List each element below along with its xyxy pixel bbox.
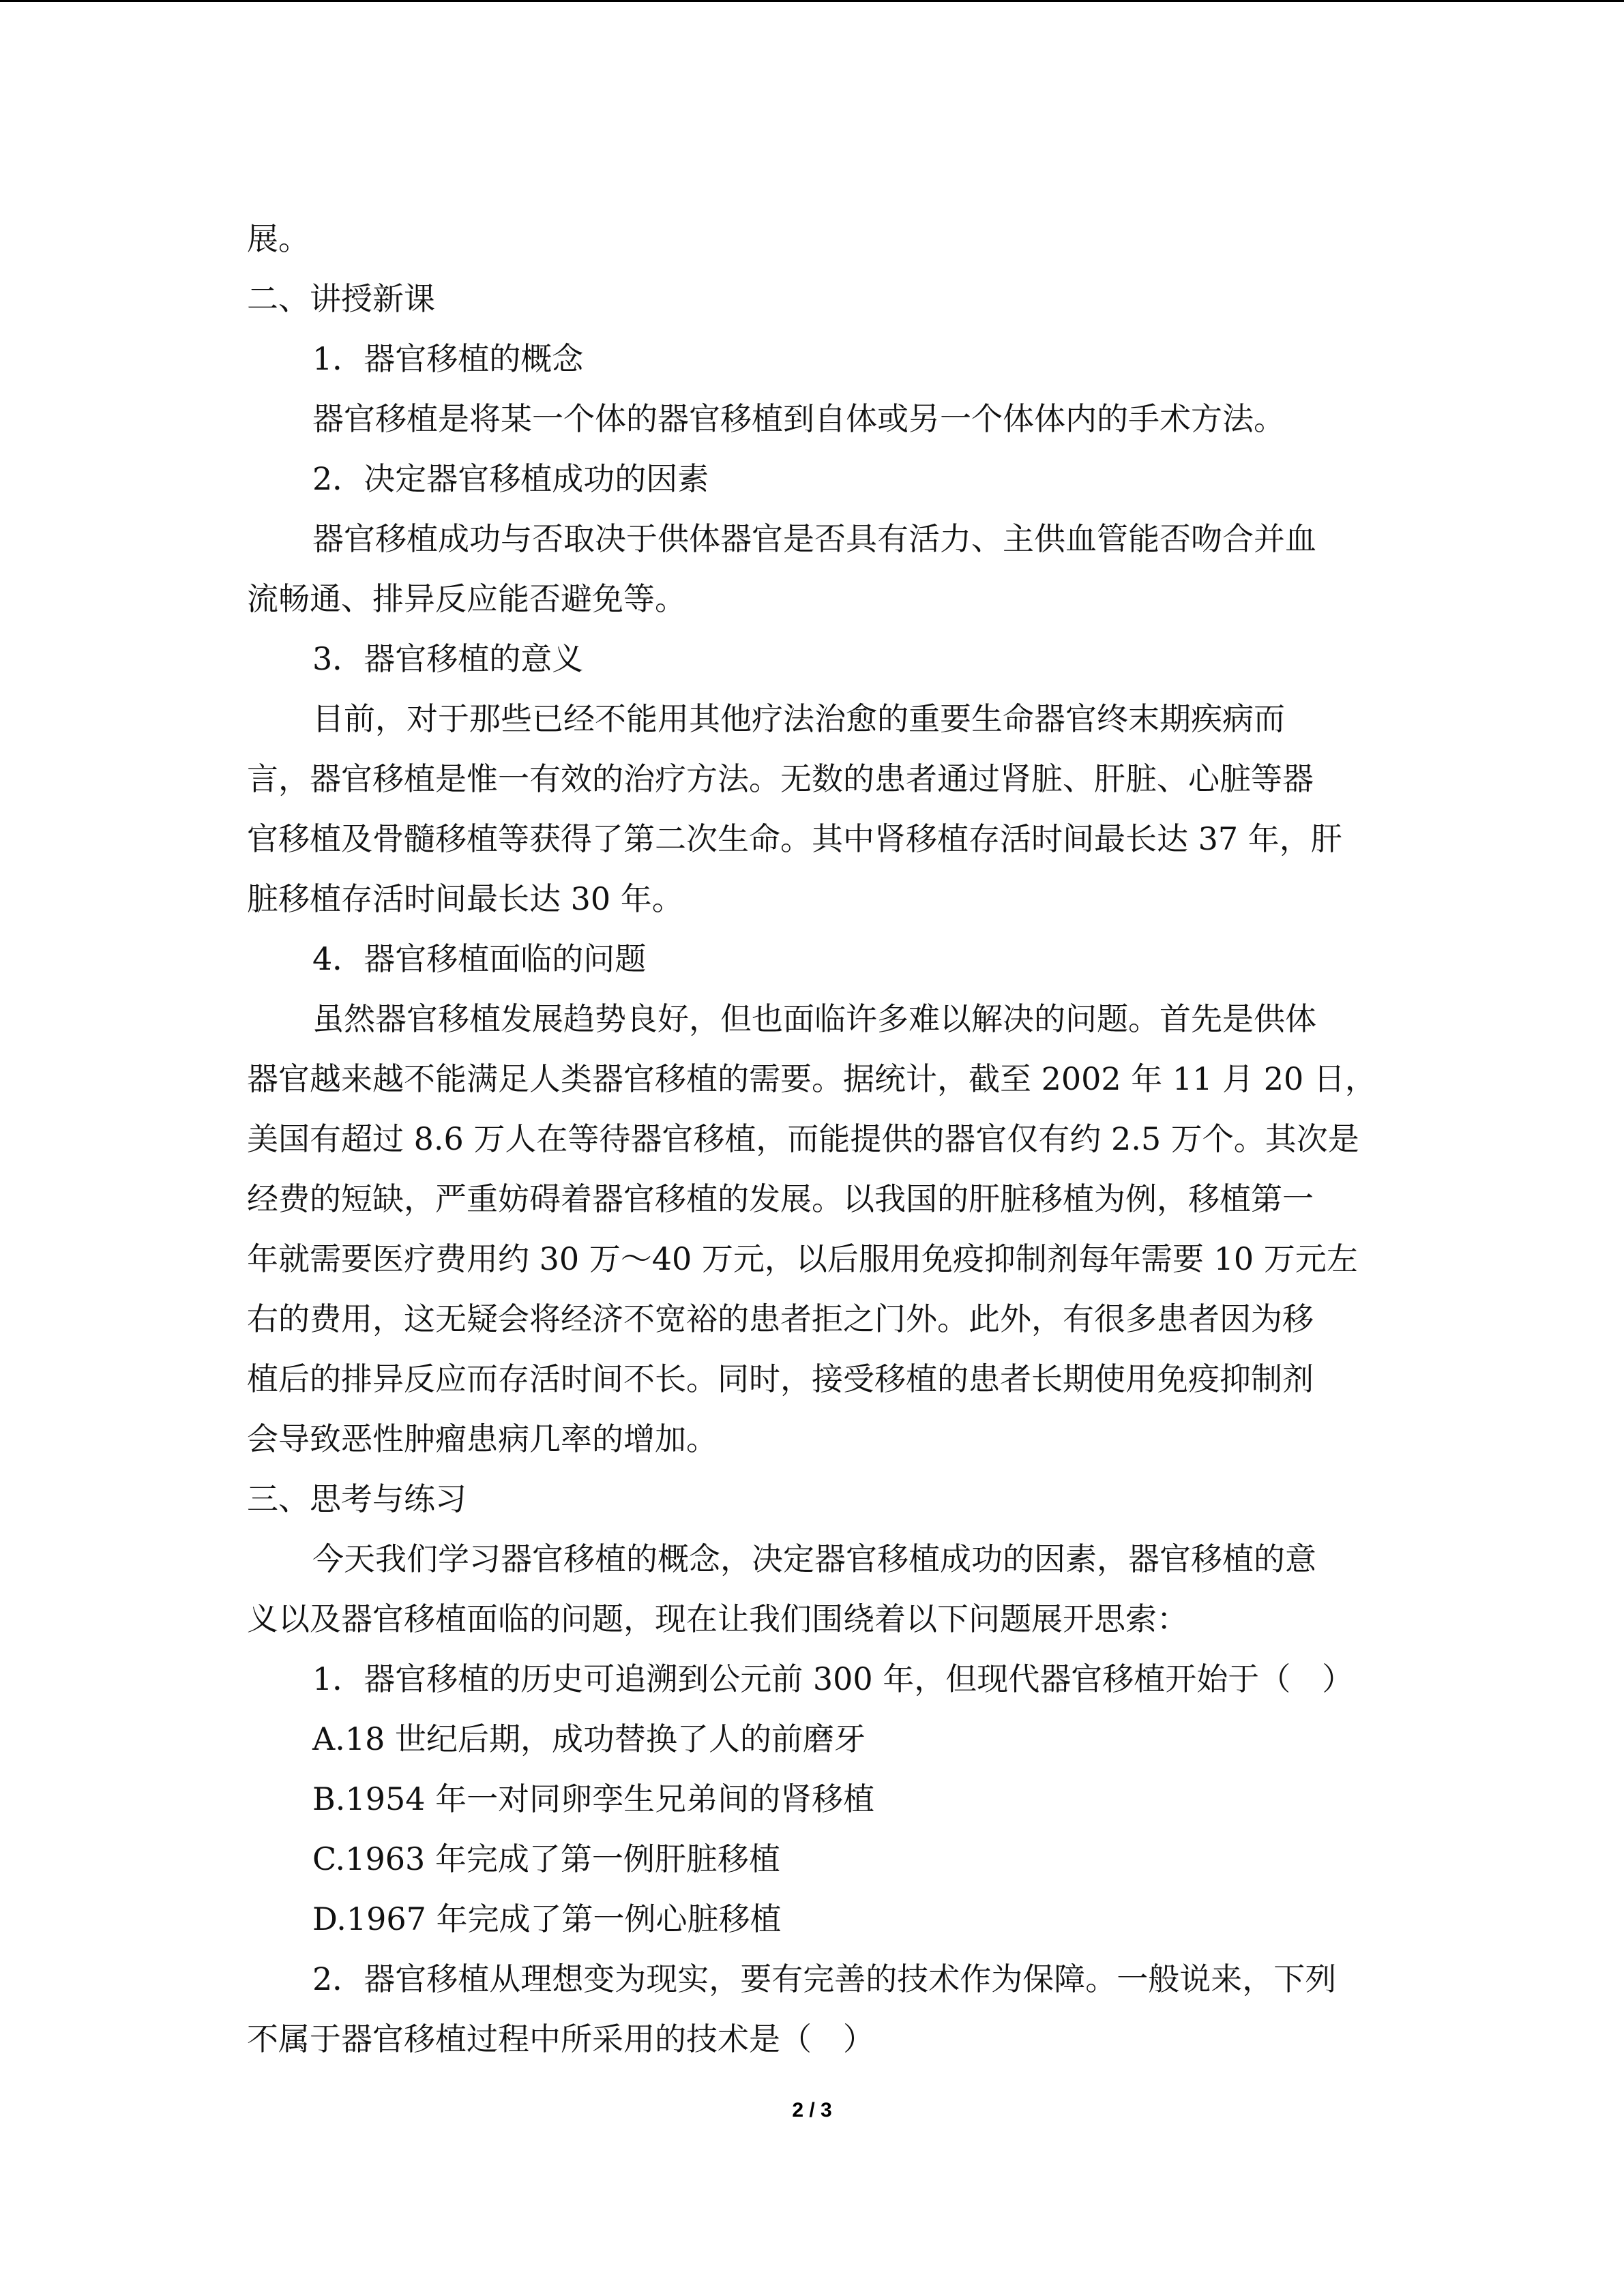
- text-line: 器官越来越不能满足人类器官移植的需要。据统计，截至 2002 年 11 月 20 日，: [247, 1060, 1376, 1097]
- text-line: 流畅通、排异反应能否避免等。: [247, 580, 686, 617]
- text-line: A.18 世纪后期，成功替换了人的前磨牙: [312, 1720, 866, 1757]
- text-line: 不属于器官移植过程中所采用的技术是（ ）: [247, 2021, 874, 2057]
- text-line: 会导致恶性肿瘤患病几率的增加。: [247, 1420, 718, 1457]
- text-line: 植后的排异反应而存活时间不长。同时，接受移植的患者长期使用免疫抑制剂: [247, 1360, 1314, 1397]
- text-line: 官移植及骨髓移植等获得了第二次生命。其中肾移植存活时间最长达 37 年，肝: [247, 820, 1342, 857]
- text-line: C.1963 年完成了第一例肝脏移植: [312, 1840, 780, 1877]
- text-line: D.1967 年完成了第一例心脏移植: [312, 1900, 782, 1937]
- text-line: 今天我们学习器官移植的概念，决定器官移植成功的因素，器官移植的意: [312, 1540, 1316, 1577]
- text-line: B.1954 年一对同卵孪生兄弟间的肾移植: [312, 1780, 875, 1817]
- text-line: 三、思考与练习: [247, 1480, 467, 1517]
- text-line: 4．器官移植面临的问题: [312, 940, 647, 977]
- text-line: 1．器官移植的概念: [312, 340, 584, 377]
- text-line: 义以及器官移植面临的问题，现在让我们围绕着以下问题展开思索：: [247, 1600, 1188, 1637]
- text-line: 3．器官移植的意义: [312, 640, 584, 677]
- text-line: 美国有超过 8.6 万人在等待器官移植，而能提供的器官仅有约 2.5 万个。其次是: [247, 1120, 1359, 1157]
- top-border-rule: [0, 0, 1624, 2]
- text-line: 2．决定器官移植成功的因素: [312, 460, 709, 497]
- text-line: 脏移植存活时间最长达 30 年。: [247, 880, 683, 917]
- text-line: 展。: [247, 220, 310, 257]
- document-body: [247, 209, 1379, 2069]
- text-line: 年就需要医疗费用约 30 万～40 万元，以后服用免疫抑制剂每年需要 10 万元左: [247, 1240, 1358, 1277]
- text-line: 2．器官移植从理想变为现实，要有完善的技术作为保障。一般说来，下列: [312, 1960, 1337, 1997]
- text-line: 虽然器官移植发展趋势良好，但也面临许多难以解决的问题。首先是供体: [312, 1000, 1316, 1037]
- page-number: 2 / 3: [792, 2099, 832, 2121]
- text-line: 经费的短缺，严重妨碍着器官移植的发展。以我国的肝脏移植为例，移植第一: [247, 1180, 1314, 1217]
- text-line: 器官移植是将某一个体的器官移植到自体或另一个体体内的手术方法。: [312, 400, 1285, 437]
- text-line: 言，器官移植是惟一有效的治疗方法。无数的患者通过肾脏、肝脏、心脏等器: [247, 760, 1314, 797]
- text-line: 二、讲授新课: [247, 280, 435, 317]
- text-line: 右的费用，这无疑会将经济不宽裕的患者拒之门外。此外，有很多患者因为移: [247, 1300, 1314, 1337]
- text-line: 目前，对于那些已经不能用其他疗法治愈的重要生命器官终末期疾病而: [312, 700, 1285, 737]
- text-line: 器官移植成功与否取决于供体器官是否具有活力、主供血管能否吻合并血: [312, 520, 1316, 557]
- text-line: 1．器官移植的历史可追溯到公元前 300 年，但现代器官移植开始于（ ）: [312, 1660, 1354, 1697]
